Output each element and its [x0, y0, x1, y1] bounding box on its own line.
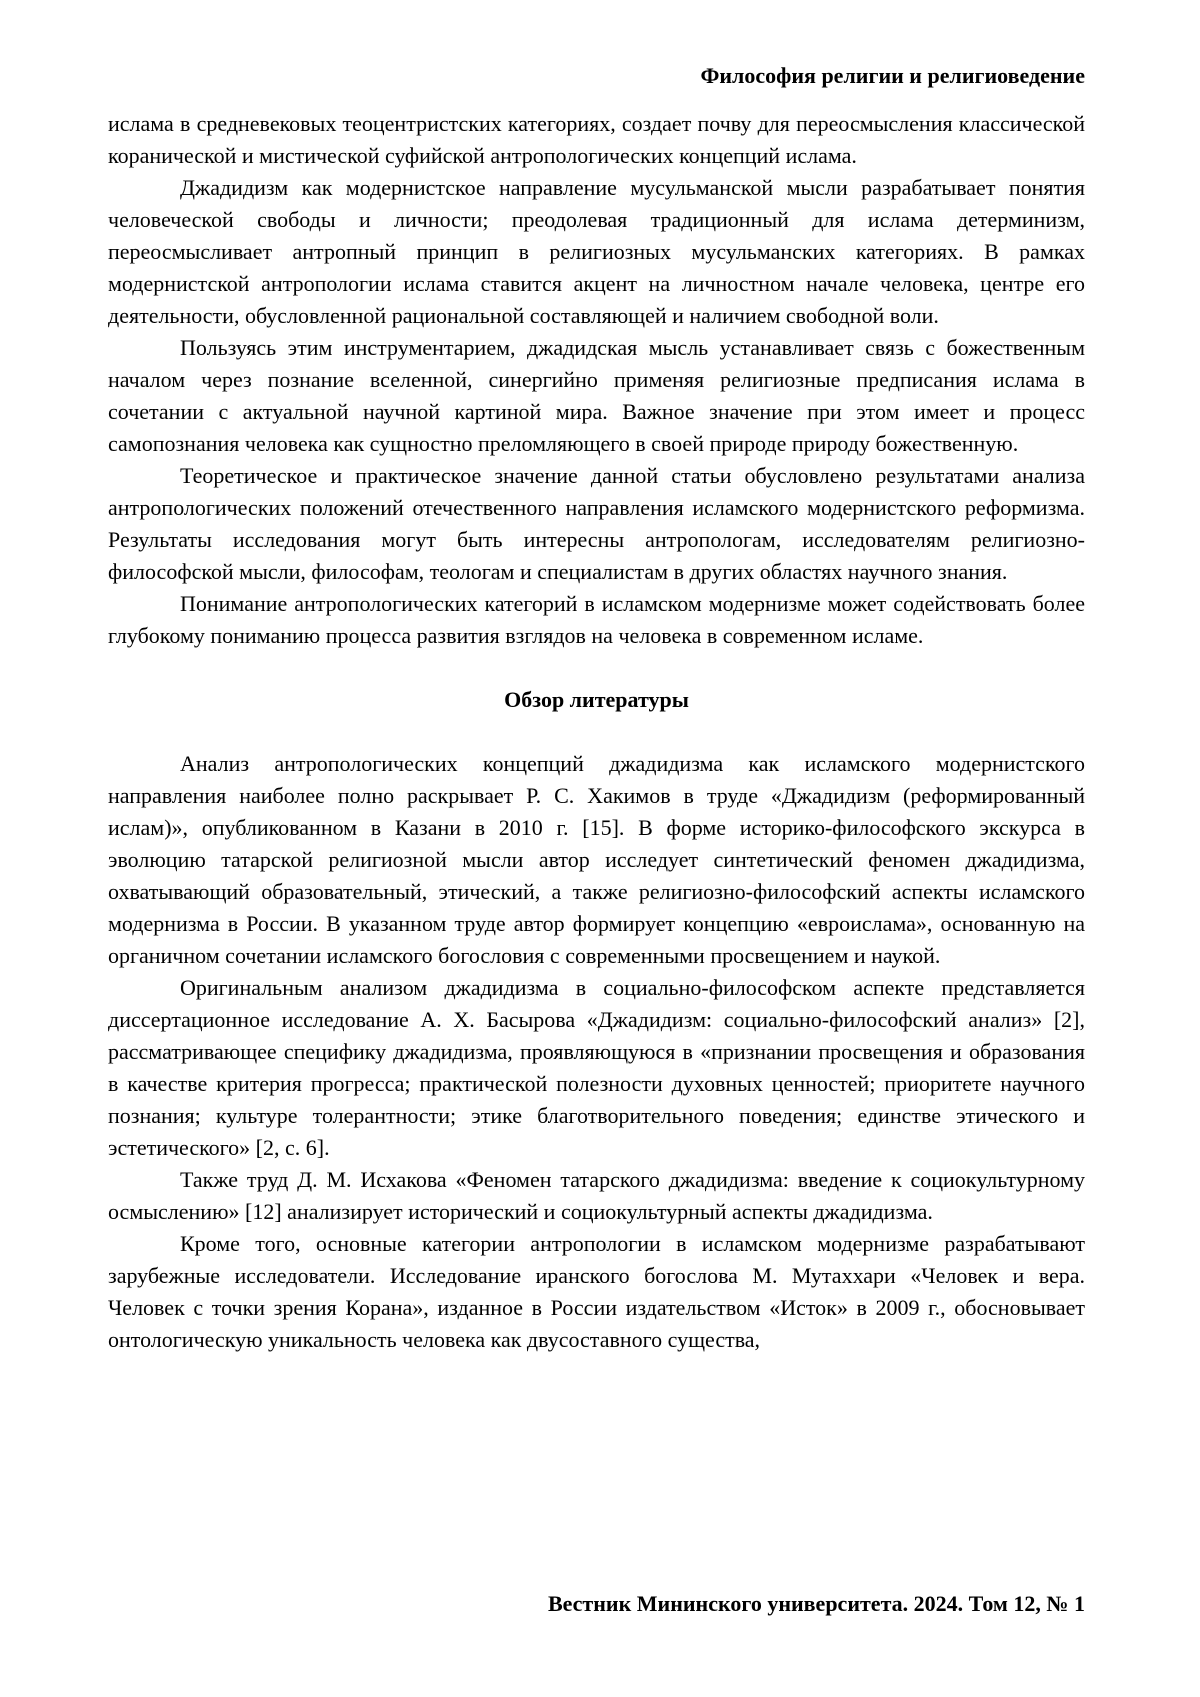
paragraph: Пользуясь этим инструментарием, джадидская мысль устанавливает связь с божественным началом через познание вселенной, синергийно применяя религиозные предписания ислама в сочетании с актуальной научной картиной мира. Важное значение при этом имеет и процесс самопознания человека как сущностно преломляющего в своей природе природу божественную.: [108, 335, 1085, 456]
paragraph: Кроме того, основные категории антропологии в исламском модернизме разрабатывают зарубежные исследователи. Исследование иранского богослова М. Мутаххари «Человек и вера. Человек с точки зрения Корана», изданное в России издательством «Исток» в 2009 г., обосновывает онтологическую уникальность человека как двусоставного существа,: [108, 1231, 1085, 1352]
running-header: Философия религии и религиоведение: [700, 63, 1085, 88]
paragraph: Понимание антропологических категорий в исламском модернизме может содействовать более глубокому пониманию процесса развития взглядов на человека в современном исламе.: [108, 591, 1085, 648]
article-body: [108, 108, 1085, 1356]
paragraph: Анализ антропологических концепций джадидизма как исламского модернистского направления наиболее полно раскрывает Р. С. Хакимов в труде «Джадидизм (реформированный ислам)», опубликованном в Казани в 2010 г. [15]. В форме историко-философского экскурса в эволюцию татарской религиозной мысли автор исследует синтетический феномен джадидизма, охватывающий образовательный, этический, а также религиозно-философский аспекты исламского модернизма в России. В указанном труде автор формирует концепцию «евроислама», основанную на органичном сочетании исламского богословия с современными просвещением и наукой.: [108, 751, 1085, 968]
paragraph: ислама в средневековых теоцентристских категориях, создает почву для переосмысления классической коранической и мистической суфийской антропологических концепций ислама.: [108, 111, 1085, 168]
page-footer: Вестник Мининского университета. 2024. Том 12, № 1: [547, 1591, 1085, 1616]
paragraph: Оригинальным анализом джадидизма в социально-философском аспекте представляется диссертационное исследование А. Х. Басырова «Джадидизм: социально-философский анализ» [2], рассматривающее специфику джадидизма, проявляющуюся в «признании просвещения и образования в качестве критерия прогресса; практической полезности духовных ценностей; приоритете научного познания; культуре толерантности; этике благотворительного поведения; единстве этического и эстетического» [2, с. 6].: [108, 975, 1085, 1160]
paragraph: Теоретическое и практическое значение данной статьи обусловлено результатами анализа антропологических положений отечественного направления исламского модернистского реформизма. Результаты исследования могут быть интересны антропологам, исследователям религиозно-философской мысли, философам, теологам и специалистам в других областях научного знания.: [108, 463, 1085, 584]
paragraph: Также труд Д. М. Исхакова «Феномен татарского джадидизма: введение к социокультурному осмыслению» [12] анализирует исторический и социокультурный аспекты джадидизма.: [108, 1167, 1085, 1224]
section-heading: Обзор литературы: [504, 687, 689, 712]
paragraph: Джадидизм как модернистское направление мусульманской мысли разрабатывает понятия человеческой свободы и личности; преодолевая традиционный для ислама детерминизм, переосмысливает антропный принцип в религиозных мусульманских категориях. В рамках модернистской антропологии ислама ставится акцент на личностном начале человека, центре его деятельности, обусловленной рациональной составляющей и наличием свободной воли.: [108, 175, 1085, 328]
